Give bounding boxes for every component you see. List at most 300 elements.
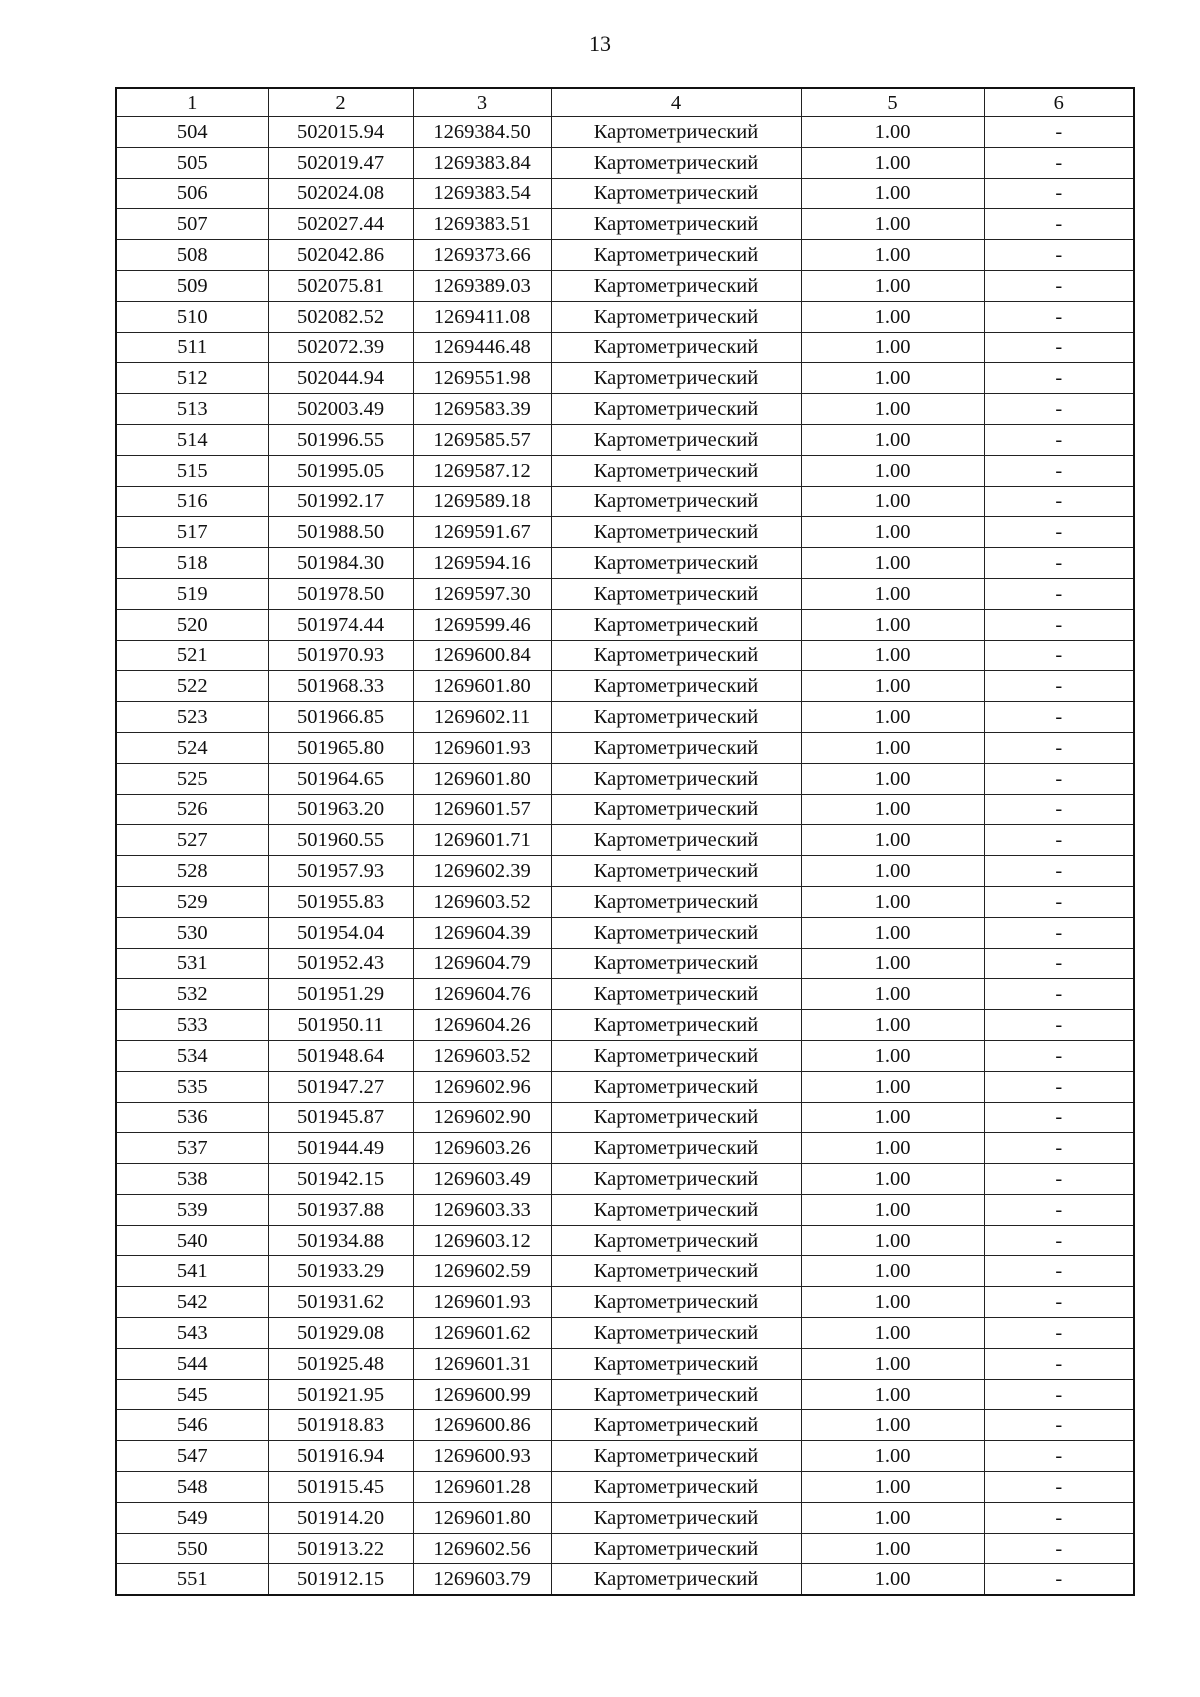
point-number-cell: 531 [116,948,268,979]
table-row [116,1441,1134,1472]
y-coordinate-cell: 1269601.28 [413,1472,551,1503]
table-row [116,609,1134,640]
y-coordinate-cell: 1269602.59 [413,1256,551,1287]
accuracy-cell: 1.00 [801,1564,984,1595]
table-row [116,178,1134,209]
x-coordinate-cell: 502019.47 [268,147,413,178]
method-cell: Картометрический [551,1533,801,1564]
x-coordinate-cell: 501984.30 [268,548,413,579]
y-coordinate-cell: 1269589.18 [413,486,551,517]
accuracy-cell: 1.00 [801,763,984,794]
accuracy-cell: 1.00 [801,609,984,640]
table-row [116,1410,1134,1441]
accuracy-cell: 1.00 [801,394,984,425]
accuracy-cell: 1.00 [801,1010,984,1041]
method-cell: Картометрический [551,1071,801,1102]
method-cell: Картометрический [551,486,801,517]
method-cell: Картометрический [551,948,801,979]
x-coordinate-cell: 501925.48 [268,1348,413,1379]
table-row [116,1102,1134,1133]
table-row [116,424,1134,455]
x-coordinate-cell: 501988.50 [268,517,413,548]
y-coordinate-cell: 1269602.39 [413,856,551,887]
method-cell: Картометрический [551,548,801,579]
table-row [116,486,1134,517]
x-coordinate-cell: 501966.85 [268,702,413,733]
y-coordinate-cell: 1269603.33 [413,1194,551,1225]
accuracy-cell: 1.00 [801,794,984,825]
table-row [116,1379,1134,1410]
note-cell: - [984,1348,1134,1379]
method-cell: Картометрический [551,763,801,794]
table-row [116,948,1134,979]
point-number-cell: 545 [116,1379,268,1410]
point-number-cell: 506 [116,178,268,209]
method-cell: Картометрический [551,1194,801,1225]
method-cell: Картометрический [551,209,801,240]
method-cell: Картометрический [551,332,801,363]
x-coordinate-cell: 501914.20 [268,1502,413,1533]
note-cell: - [984,794,1134,825]
x-coordinate-cell: 501931.62 [268,1287,413,1318]
point-number-cell: 536 [116,1102,268,1133]
y-coordinate-cell: 1269601.80 [413,671,551,702]
y-coordinate-cell: 1269603.52 [413,1040,551,1071]
y-coordinate-cell: 1269601.71 [413,825,551,856]
y-coordinate-cell: 1269604.76 [413,979,551,1010]
point-number-cell: 538 [116,1164,268,1195]
method-cell: Картометрический [551,147,801,178]
x-coordinate-cell: 502027.44 [268,209,413,240]
x-coordinate-cell: 501968.33 [268,671,413,702]
table-row [116,917,1134,948]
x-coordinate-cell: 501995.05 [268,455,413,486]
y-coordinate-cell: 1269551.98 [413,363,551,394]
table-row [116,117,1134,148]
accuracy-cell: 1.00 [801,1040,984,1071]
accuracy-cell: 1.00 [801,240,984,271]
point-number-cell: 526 [116,794,268,825]
method-cell: Картометрический [551,394,801,425]
table-row [116,702,1134,733]
accuracy-cell: 1.00 [801,825,984,856]
y-coordinate-cell: 1269594.16 [413,548,551,579]
method-cell: Картометрический [551,1348,801,1379]
method-cell: Картометрический [551,578,801,609]
y-coordinate-cell: 1269601.80 [413,1502,551,1533]
point-number-cell: 539 [116,1194,268,1225]
method-cell: Картометрический [551,455,801,486]
y-coordinate-cell: 1269600.93 [413,1441,551,1472]
table-row [116,1318,1134,1349]
note-cell: - [984,455,1134,486]
y-coordinate-cell: 1269383.54 [413,178,551,209]
table-body [116,88,1134,1595]
x-coordinate-cell: 502044.94 [268,363,413,394]
point-number-cell: 547 [116,1441,268,1472]
x-coordinate-cell: 501912.15 [268,1564,413,1595]
note-cell: - [984,1410,1134,1441]
method-cell: Картометрический [551,1164,801,1195]
y-coordinate-cell: 1269587.12 [413,455,551,486]
accuracy-cell: 1.00 [801,671,984,702]
accuracy-cell: 1.00 [801,1379,984,1410]
accuracy-cell: 1.00 [801,147,984,178]
x-coordinate-cell: 501916.94 [268,1441,413,1472]
accuracy-cell: 1.00 [801,1502,984,1533]
method-cell: Картометрический [551,979,801,1010]
method-cell: Картометрический [551,886,801,917]
x-coordinate-cell: 501950.11 [268,1010,413,1041]
method-cell: Картометрический [551,1225,801,1256]
y-coordinate-cell: 1269597.30 [413,578,551,609]
note-cell: - [984,1225,1134,1256]
x-coordinate-cell: 501921.95 [268,1379,413,1410]
accuracy-cell: 1.00 [801,363,984,394]
column-header: 2 [268,88,413,117]
method-cell: Картометрический [551,1133,801,1164]
x-coordinate-cell: 501937.88 [268,1194,413,1225]
method-cell: Картометрический [551,363,801,394]
accuracy-cell: 1.00 [801,455,984,486]
table-row [116,1225,1134,1256]
note-cell: - [984,1194,1134,1225]
column-header: 5 [801,88,984,117]
accuracy-cell: 1.00 [801,886,984,917]
x-coordinate-cell: 501918.83 [268,1410,413,1441]
x-coordinate-cell: 501963.20 [268,794,413,825]
y-coordinate-cell: 1269585.57 [413,424,551,455]
note-cell: - [984,825,1134,856]
table-row [116,209,1134,240]
accuracy-cell: 1.00 [801,578,984,609]
y-coordinate-cell: 1269603.52 [413,886,551,917]
point-number-cell: 518 [116,548,268,579]
point-number-cell: 514 [116,424,268,455]
point-number-cell: 513 [116,394,268,425]
method-cell: Картометрический [551,301,801,332]
x-coordinate-cell: 501978.50 [268,578,413,609]
accuracy-cell: 1.00 [801,979,984,1010]
point-number-cell: 517 [116,517,268,548]
note-cell: - [984,240,1134,271]
y-coordinate-cell: 1269591.67 [413,517,551,548]
point-number-cell: 512 [116,363,268,394]
note-cell: - [984,702,1134,733]
accuracy-cell: 1.00 [801,1102,984,1133]
point-number-cell: 525 [116,763,268,794]
accuracy-cell: 1.00 [801,1472,984,1503]
table-row [116,794,1134,825]
note-cell: - [984,147,1134,178]
point-number-cell: 544 [116,1348,268,1379]
method-cell: Картометрический [551,1102,801,1133]
accuracy-cell: 1.00 [801,1441,984,1472]
method-cell: Картометрический [551,424,801,455]
note-cell: - [984,486,1134,517]
accuracy-cell: 1.00 [801,917,984,948]
accuracy-cell: 1.00 [801,301,984,332]
note-cell: - [984,1472,1134,1503]
x-coordinate-cell: 502082.52 [268,301,413,332]
accuracy-cell: 1.00 [801,517,984,548]
accuracy-cell: 1.00 [801,1348,984,1379]
point-number-cell: 520 [116,609,268,640]
accuracy-cell: 1.00 [801,1225,984,1256]
y-coordinate-cell: 1269411.08 [413,301,551,332]
method-cell: Картометрический [551,1564,801,1595]
x-coordinate-cell: 501951.29 [268,979,413,1010]
table-row [116,1502,1134,1533]
point-number-cell: 505 [116,147,268,178]
point-number-cell: 529 [116,886,268,917]
accuracy-cell: 1.00 [801,1287,984,1318]
table-row [116,301,1134,332]
x-coordinate-cell: 501957.93 [268,856,413,887]
x-coordinate-cell: 501965.80 [268,732,413,763]
x-coordinate-cell: 501952.43 [268,948,413,979]
table-row [116,1133,1134,1164]
method-cell: Картометрический [551,1502,801,1533]
table-row [116,270,1134,301]
note-cell: - [984,1441,1134,1472]
y-coordinate-cell: 1269601.62 [413,1318,551,1349]
accuracy-cell: 1.00 [801,732,984,763]
table-row [116,1194,1134,1225]
x-coordinate-cell: 501948.64 [268,1040,413,1071]
accuracy-cell: 1.00 [801,1410,984,1441]
accuracy-cell: 1.00 [801,1194,984,1225]
table-row [116,763,1134,794]
method-cell: Картометрический [551,1010,801,1041]
y-coordinate-cell: 1269601.93 [413,732,551,763]
note-cell: - [984,270,1134,301]
accuracy-cell: 1.00 [801,702,984,733]
note-cell: - [984,548,1134,579]
note-cell: - [984,1133,1134,1164]
accuracy-cell: 1.00 [801,178,984,209]
y-coordinate-cell: 1269600.84 [413,640,551,671]
accuracy-cell: 1.00 [801,1318,984,1349]
table-row [116,548,1134,579]
table-row [116,578,1134,609]
table-row [116,1472,1134,1503]
y-coordinate-cell: 1269603.49 [413,1164,551,1195]
note-cell: - [984,886,1134,917]
y-coordinate-cell: 1269603.26 [413,1133,551,1164]
y-coordinate-cell: 1269383.84 [413,147,551,178]
accuracy-cell: 1.00 [801,424,984,455]
table-row [116,732,1134,763]
x-coordinate-cell: 502072.39 [268,332,413,363]
table-row [116,455,1134,486]
note-cell: - [984,363,1134,394]
x-coordinate-cell: 501933.29 [268,1256,413,1287]
y-coordinate-cell: 1269389.03 [413,270,551,301]
note-cell: - [984,517,1134,548]
note-cell: - [984,178,1134,209]
note-cell: - [984,1164,1134,1195]
method-cell: Картометрический [551,270,801,301]
note-cell: - [984,1256,1134,1287]
method-cell: Картометрический [551,1256,801,1287]
point-number-cell: 537 [116,1133,268,1164]
table-row [116,886,1134,917]
y-coordinate-cell: 1269602.90 [413,1102,551,1133]
point-number-cell: 550 [116,1533,268,1564]
accuracy-cell: 1.00 [801,856,984,887]
accuracy-cell: 1.00 [801,948,984,979]
note-cell: - [984,301,1134,332]
point-number-cell: 549 [116,1502,268,1533]
x-coordinate-cell: 501970.93 [268,640,413,671]
y-coordinate-cell: 1269601.57 [413,794,551,825]
note-cell: - [984,394,1134,425]
table-row [116,671,1134,702]
page-number: 13 [589,31,611,56]
point-number-cell: 516 [116,486,268,517]
point-number-cell: 534 [116,1040,268,1071]
y-coordinate-cell: 1269600.86 [413,1410,551,1441]
table-header-row [116,88,1134,117]
note-cell: - [984,424,1134,455]
y-coordinate-cell: 1269602.11 [413,702,551,733]
x-coordinate-cell: 501964.65 [268,763,413,794]
point-number-cell: 509 [116,270,268,301]
table-row [116,240,1134,271]
note-cell: - [984,1379,1134,1410]
y-coordinate-cell: 1269604.39 [413,917,551,948]
method-cell: Картометрический [551,917,801,948]
table-row [116,1164,1134,1195]
method-cell: Картометрический [551,702,801,733]
method-cell: Картометрический [551,732,801,763]
note-cell: - [984,856,1134,887]
point-number-cell: 515 [116,455,268,486]
point-number-cell: 504 [116,117,268,148]
accuracy-cell: 1.00 [801,270,984,301]
note-cell: - [984,763,1134,794]
point-number-cell: 530 [116,917,268,948]
x-coordinate-cell: 501947.27 [268,1071,413,1102]
note-cell: - [984,1318,1134,1349]
x-coordinate-cell: 502015.94 [268,117,413,148]
method-cell: Картометрический [551,609,801,640]
x-coordinate-cell: 502024.08 [268,178,413,209]
point-number-cell: 510 [116,301,268,332]
x-coordinate-cell: 501945.87 [268,1102,413,1133]
point-number-cell: 527 [116,825,268,856]
note-cell: - [984,917,1134,948]
point-number-cell: 523 [116,702,268,733]
table-row [116,363,1134,394]
point-number-cell: 522 [116,671,268,702]
point-number-cell: 508 [116,240,268,271]
x-coordinate-cell: 502003.49 [268,394,413,425]
y-coordinate-cell: 1269383.51 [413,209,551,240]
x-coordinate-cell: 501974.44 [268,609,413,640]
table-row [116,640,1134,671]
note-cell: - [984,948,1134,979]
note-cell: - [984,609,1134,640]
note-cell: - [984,1564,1134,1595]
note-cell: - [984,1010,1134,1041]
table-row [116,856,1134,887]
note-cell: - [984,209,1134,240]
accuracy-cell: 1.00 [801,1533,984,1564]
table-row [116,1564,1134,1595]
accuracy-cell: 1.00 [801,1071,984,1102]
method-cell: Картометрический [551,856,801,887]
point-number-cell: 521 [116,640,268,671]
table-row [116,1010,1134,1041]
method-cell: Картометрический [551,1410,801,1441]
x-coordinate-cell: 501913.22 [268,1533,413,1564]
y-coordinate-cell: 1269603.79 [413,1564,551,1595]
y-coordinate-cell: 1269601.93 [413,1287,551,1318]
point-number-cell: 540 [116,1225,268,1256]
point-number-cell: 533 [116,1010,268,1041]
column-header: 6 [984,88,1134,117]
method-cell: Картометрический [551,794,801,825]
accuracy-cell: 1.00 [801,640,984,671]
y-coordinate-cell: 1269604.79 [413,948,551,979]
method-cell: Картометрический [551,825,801,856]
table-row [116,1040,1134,1071]
note-cell: - [984,671,1134,702]
method-cell: Картометрический [551,1379,801,1410]
table-row [116,147,1134,178]
note-cell: - [984,640,1134,671]
x-coordinate-cell: 501942.15 [268,1164,413,1195]
point-number-cell: 543 [116,1318,268,1349]
y-coordinate-cell: 1269583.39 [413,394,551,425]
x-coordinate-cell: 501929.08 [268,1318,413,1349]
accuracy-cell: 1.00 [801,332,984,363]
note-cell: - [984,1040,1134,1071]
point-number-cell: 541 [116,1256,268,1287]
y-coordinate-cell: 1269373.66 [413,240,551,271]
y-coordinate-cell: 1269602.56 [413,1533,551,1564]
table-row [116,1287,1134,1318]
accuracy-cell: 1.00 [801,548,984,579]
note-cell: - [984,1102,1134,1133]
method-cell: Картометрический [551,117,801,148]
note-cell: - [984,117,1134,148]
method-cell: Картометрический [551,1472,801,1503]
table-row [116,394,1134,425]
point-number-cell: 519 [116,578,268,609]
y-coordinate-cell: 1269446.48 [413,332,551,363]
note-cell: - [984,979,1134,1010]
table-row [116,1071,1134,1102]
y-coordinate-cell: 1269600.99 [413,1379,551,1410]
note-cell: - [984,732,1134,763]
method-cell: Картометрический [551,1287,801,1318]
accuracy-cell: 1.00 [801,1133,984,1164]
point-number-cell: 511 [116,332,268,363]
accuracy-cell: 1.00 [801,1164,984,1195]
x-coordinate-cell: 501934.88 [268,1225,413,1256]
y-coordinate-cell: 1269601.80 [413,763,551,794]
table-row [116,979,1134,1010]
x-coordinate-cell: 501992.17 [268,486,413,517]
method-cell: Картометрический [551,640,801,671]
x-coordinate-cell: 501996.55 [268,424,413,455]
column-header: 4 [551,88,801,117]
table-row [116,1256,1134,1287]
note-cell: - [984,1287,1134,1318]
